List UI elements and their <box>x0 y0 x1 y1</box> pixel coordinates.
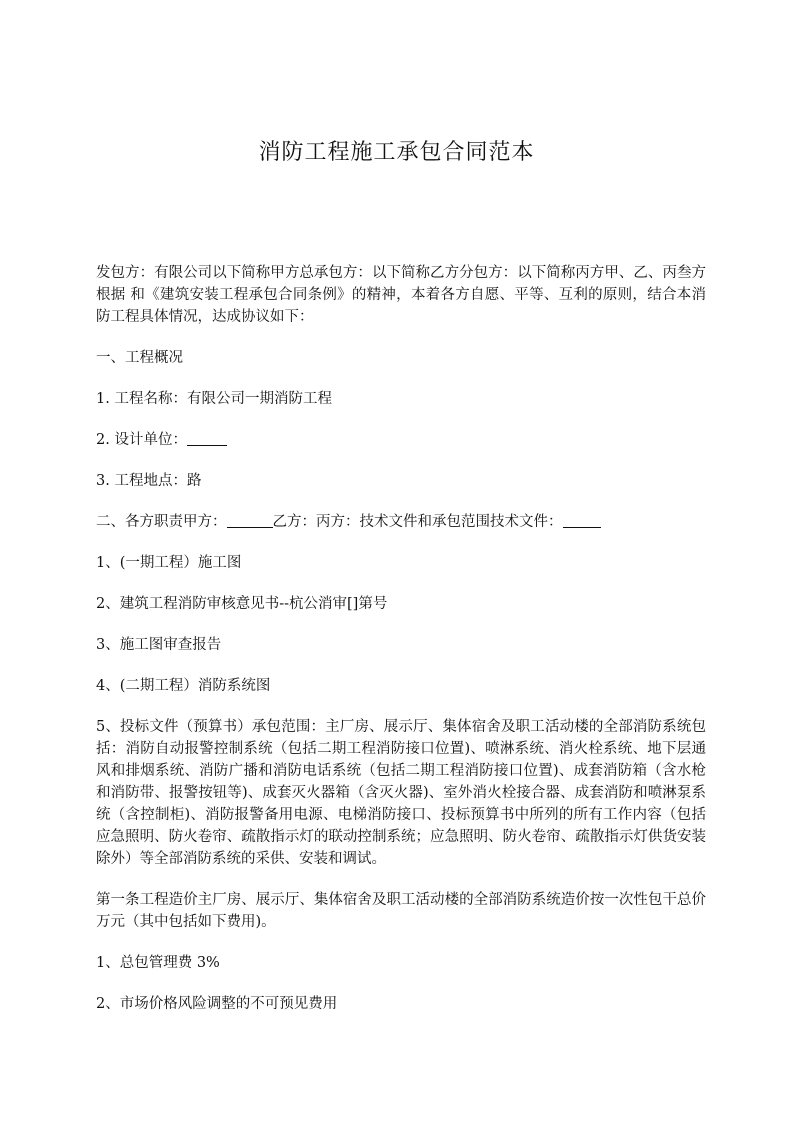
tech-doc-item-4: 4、(二期工程）消防系统图 <box>96 678 271 694</box>
responsibilities-label-b: 乙方：丙方：技术文件和承包范围技术文件： <box>272 514 563 530</box>
tech-docs-blank <box>563 512 601 528</box>
fee-item-1: 1、总包管理费 3% <box>96 955 220 971</box>
section-heading-overview: 一、工程概况 <box>96 350 183 366</box>
design-unit-item <box>96 429 706 451</box>
party-a-blank <box>227 512 273 528</box>
section-heading-responsibilities <box>96 511 706 533</box>
design-unit-blank <box>187 430 227 446</box>
tech-doc-item-5: 5、投标文件（预算书）承包范围：主厂房、展示厅、集体宿舍及职工活动楼的全部消防系统包括：消防自动报警控制系统（包括二期工程消防接口位置)、喷淋系统、消火栓系统、地下层通风和排烟系统、消防广播和消防电话系统（包括二期工程消防接口位置)、成套消防箱（含水枪和消防带、报警按钮等)、成套灭火器箱（含灭火器)、室外消火栓接合器、成套消防和喷淋泵系统（含控制柜)、消防报警备用电源、电梯消防接口、投标预算书中所列的所有工作内容（包括应急照明、防火卷帘、疏散指示灯的联动控制系统；应急照明、防火卷帘、疏散指示灯供货安装除外）等全部消防系统的采供、安装和调试。 <box>96 719 706 867</box>
document-body <box>96 262 706 1015</box>
design-unit-label: 2. 设计单位： <box>96 432 187 448</box>
project-location-item: 3. 工程地点：路 <box>96 473 202 489</box>
tech-doc-item-1: 1、(一期工程）施工图 <box>96 555 242 571</box>
document-title: 消防工程施工承包合同范本 <box>258 140 535 165</box>
tech-doc-item-3: 3、施工图审查报告 <box>96 637 222 653</box>
responsibilities-label-a: 二、各方职责甲方： <box>96 514 227 530</box>
intro-paragraph: 发包方：有限公司以下简称甲方总承包方：以下简称乙方分包方：以下简称丙方甲、乙、丙叁方根据 和《建筑安装工程承包合同条例》的精神，本着各方自愿、平等、互利的原则，结合本消防工程具体情况，达成协议如下： <box>96 265 706 325</box>
project-name-item: 1. 工程名称：有限公司一期消防工程 <box>96 391 332 407</box>
tech-doc-item-2: 2、建筑工程消防审核意见书--杭公消审[]第号 <box>96 596 388 612</box>
fee-item-2: 2、市场价格风险调整的不可预见费用 <box>96 996 338 1012</box>
article-one-paragraph: 第一条工程造价主厂房、展示厅、集体宿舍及职工活动楼的全部消防系统造价按一次性包干总价万元（其中包括如下费用)。 <box>96 892 706 930</box>
